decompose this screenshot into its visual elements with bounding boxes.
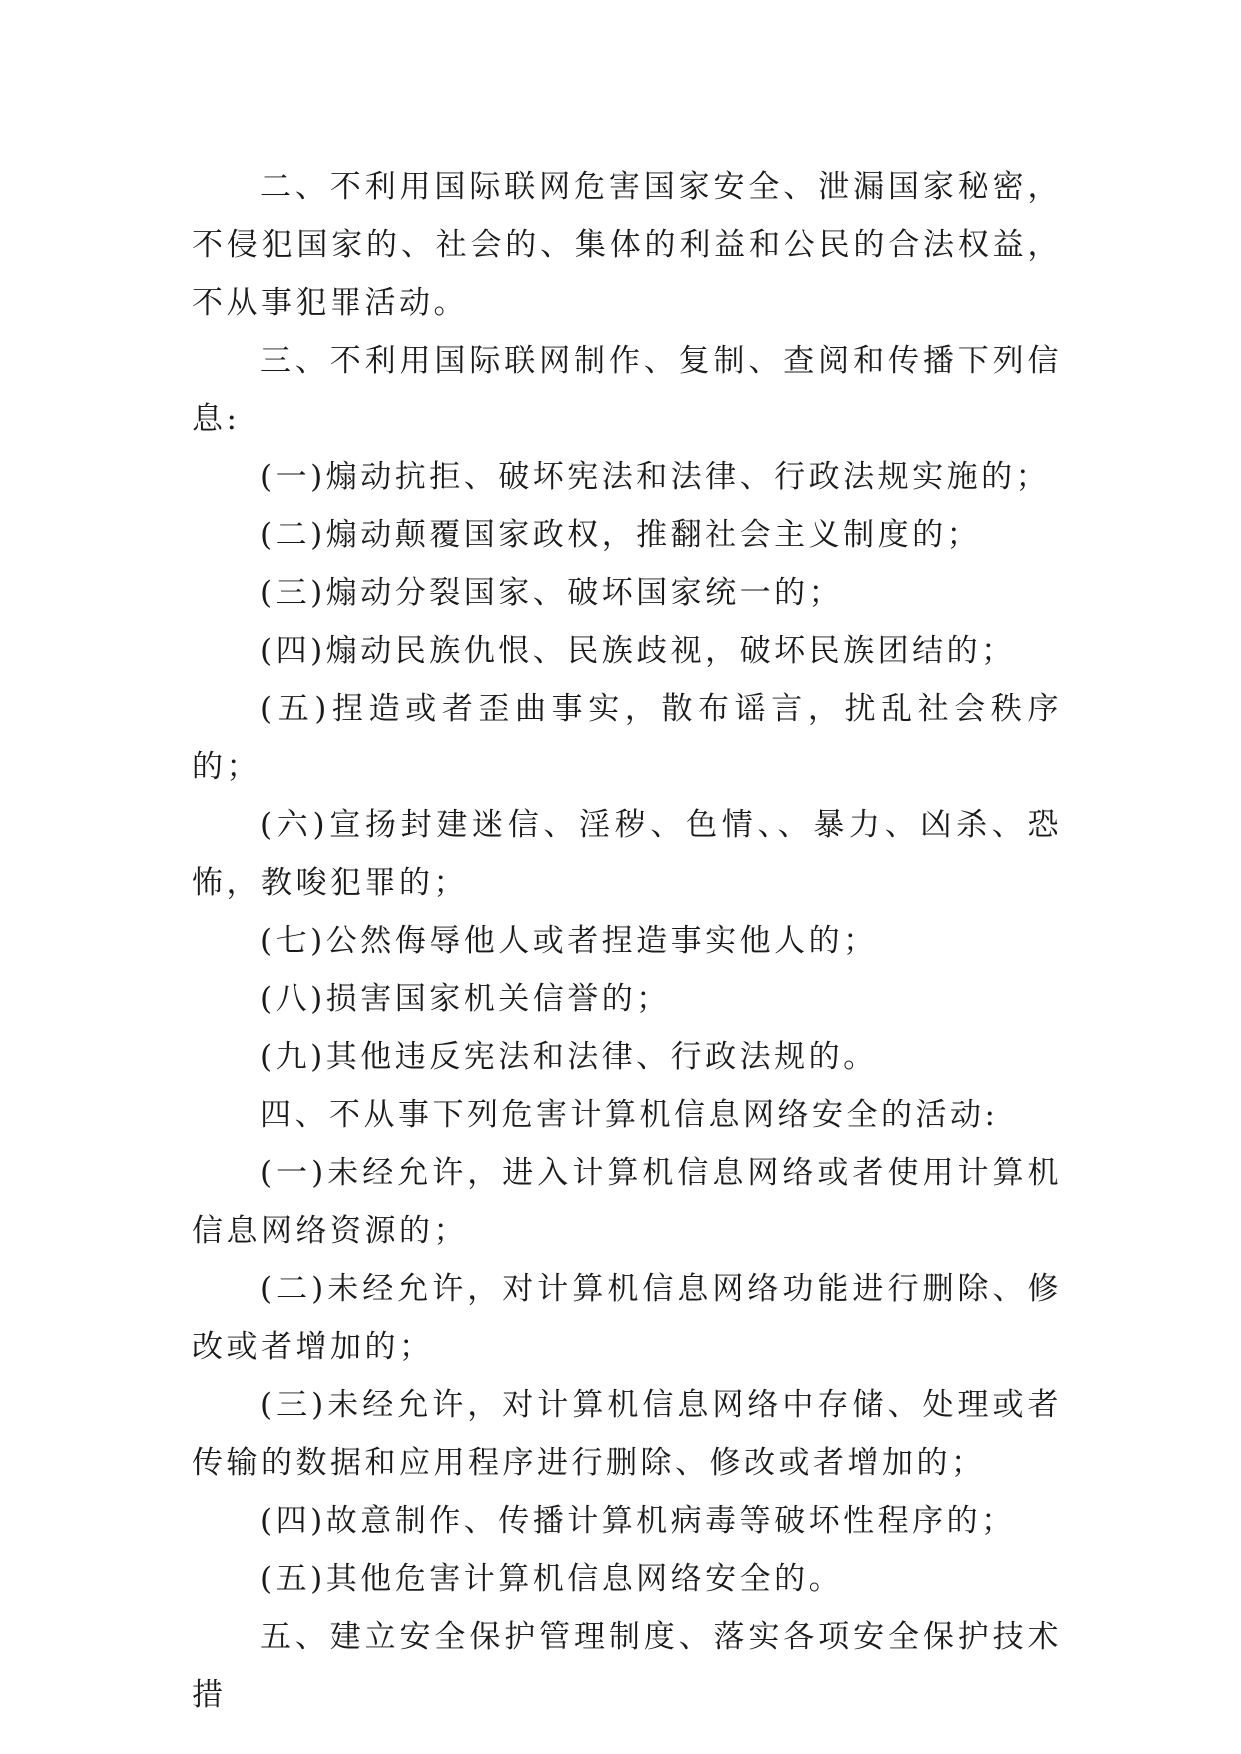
paragraph: (一)煽动抗拒、破坏宪法和法律、行政法规实施的；	[260, 459, 1051, 495]
paragraph: (八)损害国家机关信誉的；	[260, 981, 671, 1017]
paragraph: (六)宣扬封建迷信、淫秽、色情、、暴力、凶杀、恐怖，教唆犯罪的；	[192, 807, 1062, 901]
paragraph: (四)煽动民族仇恨、民族歧视，破坏民族团结的；	[260, 633, 1016, 669]
paragraph: (九)其他违反宪法和法律、行政法规的。	[260, 1039, 878, 1075]
paragraph: (七)公然侮辱他人或者捏造事实他人的；	[260, 923, 878, 959]
paragraph: (四)故意制作、传播计算机病毒等破坏性程序的；	[260, 1503, 1016, 1539]
paragraph: 三、不利用国际联网制作、复制、查阅和传播下列信息:	[192, 343, 1062, 437]
paragraph: (五)捏造或者歪曲事实，散布谣言，扰乱社会秩序的；	[192, 691, 1062, 785]
paragraph: (三)未经允许，对计算机信息网络中存储、处理或者传输的数据和应用程序进行删除、修改或者增加的；	[192, 1387, 1062, 1481]
paragraph: 二、不利用国际联网危害国家安全、泄漏国家秘密，不侵犯国家的、社会的、集体的利益和公民的合法权益，不从事犯罪活动。	[192, 169, 1062, 321]
paragraph: (五)其他危害计算机信息网络安全的。	[260, 1561, 844, 1597]
paragraph: 五、建立安全保护管理制度、落实各项安全保护技术措	[192, 1619, 1062, 1713]
paragraph: (一)未经允许，进入计算机信息网络或者使用计算机信息网络资源的；	[192, 1155, 1062, 1249]
document-body	[192, 158, 1062, 1724]
paragraph: (二)煽动颠覆国家政权，推翻社会主义制度的；	[260, 517, 982, 553]
paragraph: (三)煽动分裂国家、破坏国家统一的；	[260, 575, 844, 611]
paragraph: (二)未经允许，对计算机信息网络功能进行删除、修改或者增加的；	[192, 1271, 1062, 1365]
paragraph: 四、不从事下列危害计算机信息网络安全的活动:	[260, 1097, 999, 1133]
